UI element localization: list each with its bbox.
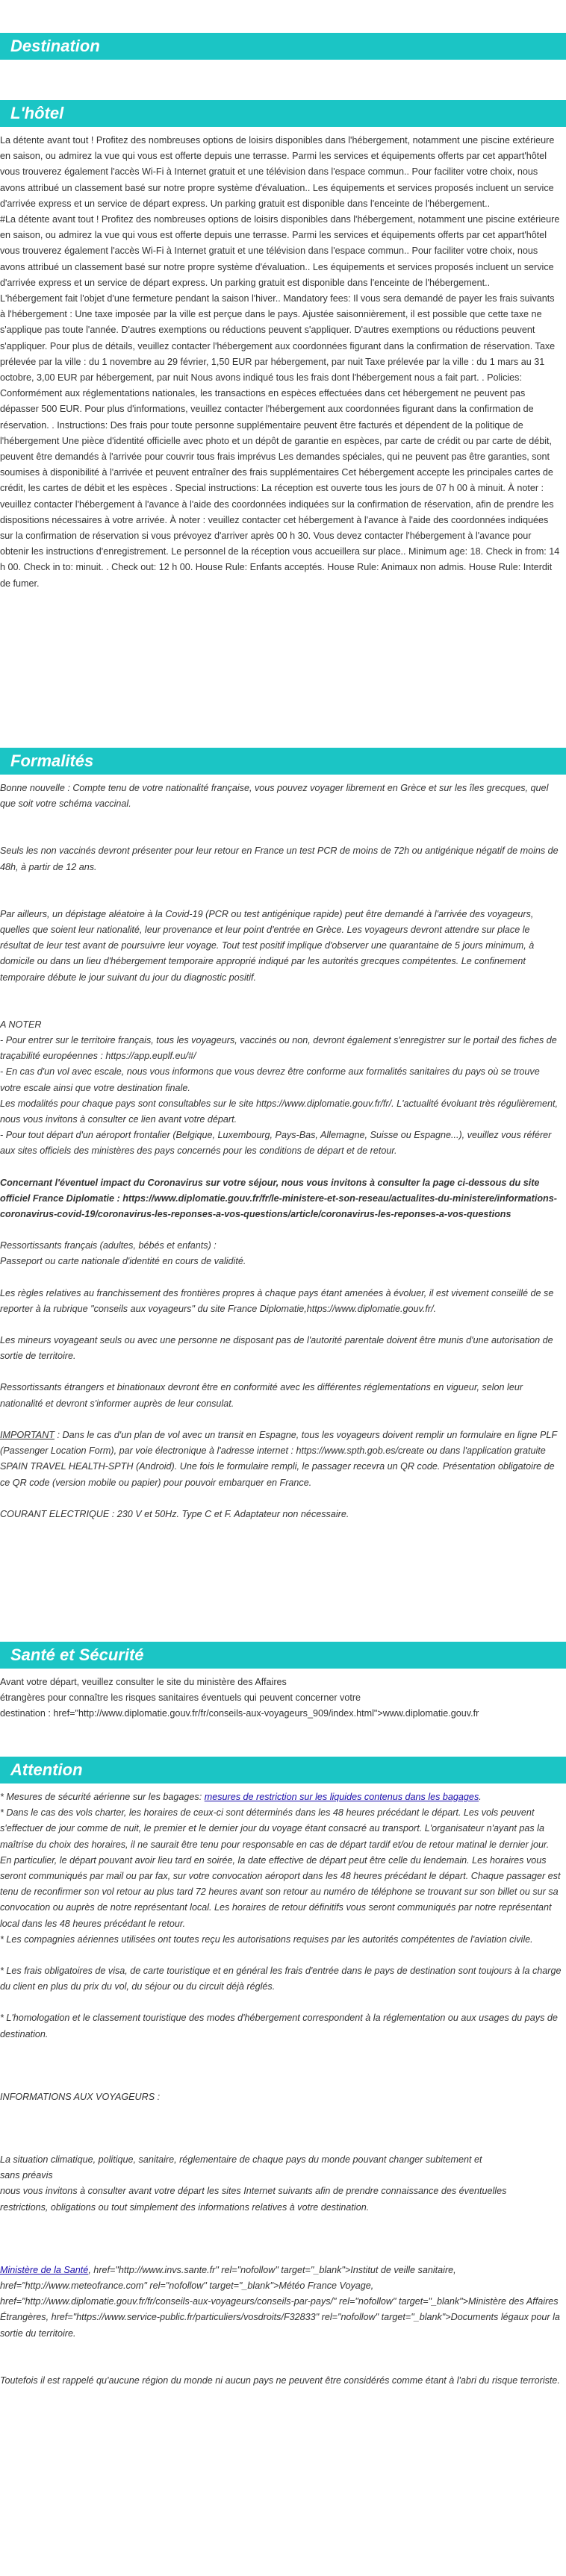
- formalites-paragraph: Par ailleurs, un dépistage aléatoire à la Covid-19 (PCR ou test antigénique rapide) peut être demandé à l'arrivée des voyageurs, quelles que soient leur nationalité, leur provenance et leur point d'entrée en Grèce. Les voyageurs devront attendre sur place le résultat de leur test avant de poursuivre leur voyage. Tout test positif implique d'observer une quarantaine de 5 jours minimum, à domicile ou dans un lieu d'hébergement temporaire approprié indiqué par les autorités grecques compétentes. Le confinement temporaire débute le jour suivant du jour du diagnostic positif.: [0, 908, 535, 983]
- links-rest: , href="http://www.invs.sante.fr" rel="nofollow" target="_blank">Institut de veille sanitaire, href="http://www.meteofrance.com" rel="nofollow" target="_blank">Météo France Voyage, href="http://www.diplomatie.gouv.fr/fr/conseils-aux-voyageurs/conseils-par-pays/" rel="nofollow" target="_blank">Ministère des Affaires Étrangères, href="https://www.service-public.fr/particuliers/vosdroits/F32833" rel="nofollow" target="_blank">Documents légaux pour la sortie du territoire.: [0, 2264, 560, 2339]
- section-header-attention: Attention: [0, 1757, 566, 1783]
- section-header-destination: Destination: [0, 33, 566, 60]
- formalites-paragraph: Passeport ou carte nationale d'identité en cours de validité.: [0, 1256, 246, 1267]
- sante-content: [0, 1675, 562, 1722]
- note-line: - Pour entrer sur le territoire français, tous les voyageurs, vaccinés ou non, devront également s'enregistrer sur le portail des fiches de traçabilité européennes : https://app.euplf.eu/#/: [0, 1035, 557, 1062]
- sante-line: étrangères pour connaître les risques sanitaires éventuels qui peuvent concerner votre: [0, 1692, 361, 1704]
- hotel-paragraph: #La détente avant tout ! Profitez des nombreuses options de loisirs disponibles dans l'hébergement, notamment une piscine extérieure en saison, ou admirez la vue qui vous est offerte depuis une terrasse. Parmi les services et équipements offerts par cet appart'hôtel vous trouverez également l'accès Wi-Fi à Internet gratuit et une télévision dans l'espace commun.. Pour faciliter votre choix, nous avons attribué un classement basé sur notre propre système d'évaluation.. Les équipements et services proposés incluent un service d'arrivée express et un service de départ express. Un parking gratuit est disponible dans l'enceinte de l'hébergement..: [0, 214, 560, 288]
- liquids-restriction-link[interactable]: mesures de restriction sur les liquides contenus dans les bagages: [204, 1792, 479, 1802]
- infos-title: INFORMATIONS AUX VOYAGEURS :: [0, 2091, 161, 2102]
- attention-paragraph: Toutefois il est rappelé qu'aucune région du monde ni aucun pays ne peuvent être considérés comme étant à l'abri du risque terroriste.: [0, 2375, 560, 2386]
- note-line: - Pour tout départ d'un aéroport frontalier (Belgique, Luxembourg, Pays-Bas, Allemagne, Suisse ou Espagne...), veuillez vous référer aux sites officiels des ministères des pays concernés pour les conditions de départ et de retour.: [0, 1130, 552, 1157]
- attention-content: [0, 1789, 562, 2389]
- attention-paragraph: * Les frais obligatoires de visa, de carte touristique et en général les frais d'entrée dans le pays de destination sont toujours à la charge du client en plus du prix du vol, du séjour ou du circuit déjà réglés.: [0, 1966, 562, 1992]
- ministere-sante-link[interactable]: Ministère de la Santé: [0, 2264, 89, 2275]
- note-title: A NOTER: [0, 1019, 42, 1030]
- bagages-suffix: .: [479, 1792, 482, 1802]
- formalites-paragraph: Ressortissants étrangers et binationaux devront être en conformité avec les différentes réglementations en vigueur, selon leur nationalité et devront s'informer auprès de leur consulat.: [0, 1382, 523, 1409]
- important-label: IMPORTANT: [0, 1429, 55, 1440]
- situation-line: nous vous invitons à consulter avant votre départ les sites Internet suivants afin de prendre connaissance des éventuelles: [0, 2186, 507, 2197]
- formalites-paragraph: Les mineurs voyageant seuls ou avec une personne ne disposant pas de l'autorité parentale doivent être munis d'une autorisation de sortie de territoire.: [0, 1335, 553, 1362]
- hotel-paragraph: L'hébergement fait l'objet d'une fermeture pendant la saison l'hiver.. Mandatory fees: Il vous sera demandé de payer les frais suivants à l'hébergement : Une taxe imposée par la ville est perçue dans le pays. Ajustée saisonnièrement, il est possible que cette taxe ne s'applique pas toute l'année. D'autres exemptions ou réductions peuvent s'appliquer. D'autres exemptions ou réductions peuvent s'appliquer. Pour plus de détails, veuillez contacter l'hébergement aux coordonnées figurant dans la confirmation de réservation. Taxe prélevée par la ville : du 1 novembre au 29 février, 1,50 EUR par hébergement, par nuit Taxe prélevée par la ville : du 1 mars au 31 octobre, 3,00 EUR par hébergement, par nuit Nous avons indiqué tous les frais dont l'hébergement nous a fait part. . Policies: Conformément aux réglementations nationales, les transactions en espèces effectuées dans cet hébergement ne peuvent pas dépasser 500 EUR. Pour plus d'informations, veuillez contacter l'hébergement aux coordonnées figurant dans la confirmation de réservation. . Instructions: Des frais pour toute personne supplémentaire peuvent être facturés et dépendent de la politique de l'hébergement Une pièce d'identité officielle avec photo et un dépôt de garantie en espèces, par carte de crédit ou par carte de débit, peuvent être demandés à l'arrivée pour couvrir tous frais imprévus Les demandes spéciales, qui ne peuvent pas être garanties, sont soumises à disponibilité à l'arrivée et peuvent entraîner des frais supplémentaires Cet hébergement accepte les principales cartes de crédit, les cartes de débit et les espèces . Special instructions: La réception est ouverte tous les jours de 07 h 00 à minuit. À noter : veuillez contacter l'hébergement à l'avance à l'aide des coordonnées indiquées sur la confirmation de réservation, afin de prendre les dispositions nécessaires à votre arrivée. À noter : veuillez contacter cet hébergement à l'avance à l'aide des coordonnées indiquées sur la confirmation de réservation si vous prévoyez d'arriver après 00 h 30. Vous devez contacter l'hébergement à l'avance pour obtenir les instructions d'enregistrement. Le personnel de la réception vous accueillera sur place.. Minimum age: 18. Check in from: 14 h 00. Check in to: minuit. . Check out: 12 h 00. House Rule: Enfants acceptés. House Rule: Animaux non admis. House Rule: Interdit de fumer.: [0, 293, 560, 589]
- coronavirus-notice: Concernant l'éventuel impact du Coronavirus sur votre séjour, nous vous invitons à consulter la page ci-dessous du site officiel France Diplomatie : https://www.diplomatie.gouv.fr/fr/le-ministere-et-son-reseau/actualites-du-ministere/informations-coronavirus-covid-19/coronavirus-les-reponses-a-vos-questions/article/coronavirus-les-reponses-a-vos-questions: [0, 1177, 557, 1220]
- bagages-paragraph: [0, 1789, 562, 1805]
- note-line: - En cas d'un vol avec escale, nous vous informons que vous devrez être conforme aux formalités sanitaires du pays où se trouve votre escale ainsi que votre destination finale.: [0, 1066, 540, 1093]
- important-text: : Dans le cas d'un plan de vol avec un transit en Espagne, tous les voyageurs doivent remplir un formulaire en ligne PLF (Passenger Location Form), par voie électronique à l'adresse internet : https://www.spth.gob.es/create ou dans l'application gratuite SPAIN TRAVEL HEALTH-SPTH (Android). Une fois le formulaire rempli, le passager recevra un QR code. Présentation obligatoire de ce QR code (version mobile ou papier) pour pouvoir embarquer en France.: [0, 1429, 557, 1488]
- important-paragraph: [0, 1428, 562, 1491]
- formalites-paragraph: COURANT ELECTRIQUE : 230 V et 50Hz. Type C et F. Adaptateur non nécessaire.: [0, 1508, 349, 1519]
- formalites-paragraph: Bonne nouvelle : Compte tenu de votre nationalité française, vous pouvez voyager librement en Grèce et sur les îles grecques, quel que soit votre schéma vaccinal.: [0, 783, 549, 810]
- formalites-paragraph: Seuls les non vaccinés devront présenter pour leur retour en France un test PCR de moins de 72h ou antigénique négatif de moins de 48h, à partir de 12 ans.: [0, 845, 559, 872]
- sante-line: destination : href="http://www.diplomatie.gouv.fr/fr/conseils-aux-voyageurs_909/index.html">www.diplomatie.gouv.fr: [0, 1708, 479, 1719]
- attention-paragraph: * Les compagnies aériennes utilisées ont toutes reçu les autorisations requises par les autorités compétentes de l'aviation civile.: [0, 1933, 533, 1945]
- bagages-prefix: * Mesures de sécurité aérienne sur les bagages:: [0, 1792, 205, 1802]
- hotel-paragraph: La détente avant tout ! Profitez des nombreuses options de loisirs disponibles dans l'hébergement, notamment une piscine extérieure en saison, ou admirez la vue qui vous est offerte depuis une terrasse. Parmi les services et équipements offerts par cet appart'hôtel vous trouverez également l'accès Wi-Fi à Internet gratuit et une télévision dans l'espace commun.. Pour faciliter votre choix, nous avons attribué un classement basé sur notre propre système d'évaluation.. Les équipements et services proposés incluent un service d'arrivée express et un service de départ express. Un parking gratuit est disponible dans l'enceinte de l'hébergement..: [0, 135, 555, 209]
- attention-paragraph: * L'homologation et le classement touristique des modes d'hébergement correspondent à la réglementation ou aux usages du pays de destination.: [0, 2013, 558, 2039]
- section-header-formalites: Formalités: [0, 748, 566, 775]
- links-paragraph: [0, 2263, 562, 2342]
- hotel-description: [0, 133, 562, 592]
- formalites-paragraph: Ressortissants français (adultes, bébés et enfants) :: [0, 1240, 217, 1251]
- sante-line: Avant votre départ, veuillez consulter le site du ministère des Affaires: [0, 1677, 287, 1687]
- situation-line: sans préavis: [0, 2170, 53, 2181]
- situation-line: La situation climatique, politique, sanitaire, réglementaire de chaque pays du monde pouvant changer subitement et: [0, 2154, 482, 2166]
- note-line: Les modalités pour chaque pays sont consultables sur le site https://www.diplomatie.gouv.fr/fr/. L'actualité évoluant très régulièrement, nous vous invitons à consulter ce lien avant votre départ.: [0, 1098, 558, 1125]
- attention-paragraph: * Dans le cas des vols charter, les horaires de ceux-ci sont déterminés dans les 48 heures précédant le départ. Les vols peuvent s'effectuer de jour comme de nuit, le premier et le dernier jour du voyage étant consacré au transport. L'organisateur n'ayant pas la maîtrise du choix des horaires, il ne saurait être tenu pour responsable en cas de départ tardif et/ou de retour matinal le dernier jour. En particulier, le départ pouvant avoir lieu tard en soirée, la date effective de départ peut être celle du lendemain. Les horaires vous seront communiqués par mail ou par fax, sur votre convocation aéroport dans les 48 heures précédant le départ. Chaque passager est tenu de reconfirmer son vol retour au plus tard 72 heures avant son retour au numéro de téléphone se trouvant sur son billet ou sur sa convocation ou auprès de notre représentant local. Les horaires de retour définitifs vous seront communiqués par notre représentant local dans les 48 heures précédant le retour.: [0, 1807, 561, 1929]
- formalites-paragraph: Les règles relatives au franchissement des frontières propres à chaque pays étant amenées à évoluer, il est vivement conseillé de se reporter à la rubrique "conseils aux voyageurs" du site France Diplomatie,https://www.diplomatie.gouv.fr/.: [0, 1287, 554, 1314]
- section-header-sante: Santé et Sécurité: [0, 1642, 566, 1669]
- section-header-hotel: L'hôtel: [0, 100, 566, 127]
- situation-line: restrictions, obligations ou tout simplement des informations relatives à votre destination.: [0, 2201, 370, 2213]
- formalites-content: [0, 781, 562, 1522]
